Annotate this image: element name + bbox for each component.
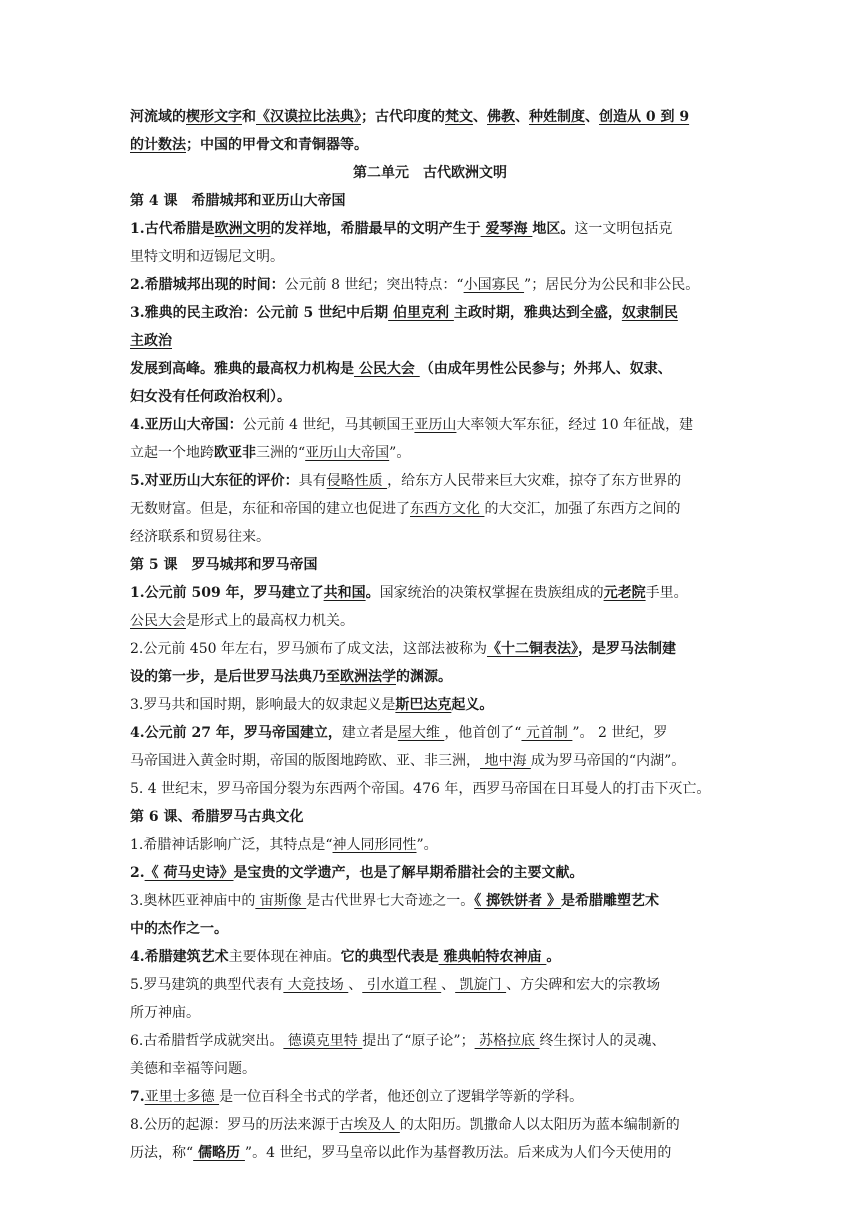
answer-fill: 亚历山 xyxy=(414,417,457,433)
answer-fill: 地中海 xyxy=(480,753,531,769)
text-segment: 大率领大军东征，经过 10 年征战，建 xyxy=(456,417,694,433)
text-line xyxy=(130,971,730,999)
text-line xyxy=(130,887,730,915)
text-line xyxy=(130,215,730,243)
answer-fill: 楔形文字 xyxy=(186,109,242,125)
text-segment: 第二单元 古代欧洲文明 xyxy=(353,165,507,181)
answer-fill: 苏格拉底 xyxy=(474,1033,540,1049)
text-segment: 提出了“原子论”； xyxy=(362,1033,475,1049)
text-line xyxy=(130,299,730,327)
text-line xyxy=(130,775,730,803)
unit-heading xyxy=(130,159,730,187)
answer-fill: 公民大会 xyxy=(130,613,186,629)
text-segment: 三洲的“ xyxy=(256,445,306,461)
text-line xyxy=(130,719,730,747)
text-segment: 的渊源。 xyxy=(396,669,452,685)
answer-fill: 凯旋门 xyxy=(455,977,507,993)
text-segment: 的太阳历。凯撒命人以太阳历为蓝本编制新的 xyxy=(399,1117,680,1133)
text-segment: 第 4 课 希腊城邦和亚历山大帝国 xyxy=(130,193,346,209)
text-segment: 是一位百科全书式的学者，他还创立了逻辑学等新的学科。 xyxy=(219,1089,584,1105)
answer-fill: 《 荷马史诗》 xyxy=(144,865,234,881)
text-segment: 国家统治的决策权掌握在贵族组成的 xyxy=(379,585,604,601)
text-segment: 、 xyxy=(515,109,529,125)
text-segment: ，他首创了“ xyxy=(444,725,522,741)
answer-fill: 雅典帕特农神庙 xyxy=(438,949,547,965)
text-line xyxy=(130,691,730,719)
answer-fill: 共和国 xyxy=(323,585,366,601)
text-segment: 4.亚历山大帝国： xyxy=(130,417,243,433)
text-line xyxy=(130,187,730,215)
text-segment: ”。 2 世纪，罗 xyxy=(572,725,668,741)
text-segment: 1.公元前 509 年，罗马建立了 xyxy=(130,585,324,601)
answer-fill: 梵文 xyxy=(445,109,473,125)
answer-fill: 德谟克里特 xyxy=(283,1033,363,1049)
text-segment: 地区。 xyxy=(532,221,575,237)
answer-fill: 元老院 xyxy=(603,585,646,601)
text-segment: 的发祥地，希腊最早的文明产生于 xyxy=(270,221,481,237)
text-segment: 、方尖碑和宏大的宗教场 xyxy=(506,977,661,993)
text-line xyxy=(130,271,730,299)
text-segment: 和 xyxy=(242,109,256,125)
text-segment: 5. 4 世纪末，罗马帝国分裂为东西两个帝国。476 年，西罗马帝国在日耳曼人的打击下灭亡。 xyxy=(130,781,711,797)
text-segment: 里特文明和迈锡尼文明。 xyxy=(130,249,284,265)
answer-fill: 屋大维 xyxy=(397,725,445,741)
text-segment: 1.希腊神话影响广泛，其特点是“ xyxy=(130,837,333,853)
answer-fill: 元首制 xyxy=(521,725,573,741)
text-segment: 手里。 xyxy=(645,585,688,601)
answer-fill: 的计数法 xyxy=(130,137,186,153)
text-segment: 7. xyxy=(130,1089,145,1105)
text-segment: 妇女没有任何政治权利）。 xyxy=(130,389,291,405)
text-line xyxy=(130,1027,730,1055)
text-segment: 是希腊雕塑艺术 xyxy=(561,893,660,909)
text-line xyxy=(130,1139,730,1167)
text-line xyxy=(130,915,730,943)
answer-fill: 奴隶制民 xyxy=(621,305,678,321)
text-segment: ，是罗马法制建 xyxy=(577,641,676,657)
answer-fill: 欧洲文明 xyxy=(214,221,271,237)
text-line xyxy=(130,859,730,887)
text-line xyxy=(130,551,730,579)
text-segment: 、 xyxy=(473,109,487,125)
answer-fill: 亚里士多德 xyxy=(144,1089,220,1105)
text-segment: 1.古代希腊是 xyxy=(130,221,215,237)
text-segment: 第 5 课 罗马城邦和罗马帝国 xyxy=(130,557,318,573)
answer-fill: 公民大会 xyxy=(354,361,420,377)
text-segment: ；古代印度的 xyxy=(361,109,445,125)
text-line xyxy=(130,1083,730,1111)
text-segment: 。 xyxy=(546,949,561,965)
text-line xyxy=(130,131,730,159)
text-segment: 是形式上的最高权力机关。 xyxy=(186,613,354,629)
answer-fill: 东西方文化 xyxy=(410,501,485,517)
text-segment: 立起一个地跨 xyxy=(130,445,214,461)
answer-fill: 侵略性质 xyxy=(326,473,388,489)
text-line xyxy=(130,1111,730,1139)
text-line xyxy=(130,607,730,635)
text-line xyxy=(130,635,730,663)
answer-fill: 主政治 xyxy=(130,333,172,349)
text-segment: 3.奥林匹亚神庙中的 xyxy=(130,893,256,909)
answer-fill: 创造从 0 到 9 xyxy=(599,109,690,125)
text-segment: 这一文明包括克 xyxy=(574,221,673,237)
answer-fill: 佛教 xyxy=(487,109,515,125)
text-line xyxy=(130,243,730,271)
text-segment: 无数财富。但是，东征和帝国的建立也促进了 xyxy=(130,501,410,517)
text-segment: 公元前 8 世纪；突出特点：“ xyxy=(284,277,464,293)
text-segment: 。 xyxy=(365,585,380,601)
text-segment: 是古代世界七大奇迹之一。 xyxy=(306,893,475,909)
text-segment: 、 xyxy=(585,109,599,125)
text-line xyxy=(130,943,730,971)
answer-fill: 宙斯像 xyxy=(255,893,307,909)
answer-fill: 爱琴海 xyxy=(480,221,533,237)
text-segment: （由成年男性公民参与；外邦人、奴隶、 xyxy=(419,361,672,377)
text-segment: 欧亚非 xyxy=(214,445,256,461)
text-segment: 3.雅典的民主政治：公元前 5 世纪中后期 xyxy=(130,305,389,321)
answer-fill: 亚历山大帝国 xyxy=(305,445,390,461)
text-line xyxy=(130,327,730,355)
text-segment: 河流域的 xyxy=(130,109,186,125)
answer-fill: 《 掷铁饼者 》 xyxy=(474,893,562,909)
text-segment: 3.罗马共和国时期，影响最大的奴隶起义是 xyxy=(130,697,396,713)
text-segment: 2. xyxy=(130,865,145,881)
text-segment: 它的典型代表是 xyxy=(340,949,439,965)
text-segment: 8.公历的起源：罗马的历法来源于 xyxy=(130,1117,340,1133)
text-segment: 公元前 4 世纪，马其顿国王 xyxy=(242,417,415,433)
text-segment: 所万神庙。 xyxy=(130,1005,200,1021)
answer-fill: 大竞技场 xyxy=(283,977,349,993)
text-segment: 历法，称“ xyxy=(130,1145,194,1161)
text-line xyxy=(130,467,730,495)
text-segment: 起义。 xyxy=(451,697,494,713)
answer-fill: 神人同形同性 xyxy=(332,837,417,853)
text-line xyxy=(130,103,730,131)
text-line xyxy=(130,579,730,607)
text-line xyxy=(130,355,730,383)
document-page xyxy=(130,103,730,1167)
text-segment: 2.公元前 450 年左右，罗马颁布了成文法，这部法被称为 xyxy=(130,641,487,657)
text-segment: 4.公元前 27 年，罗马帝国建立， xyxy=(130,725,342,741)
text-segment: 中的杰作之一。 xyxy=(130,921,228,937)
text-segment: 5.罗马建筑的典型代表有 xyxy=(130,977,284,993)
text-segment: 终生探讨人的灵魂、 xyxy=(539,1033,666,1049)
text-segment: 是宝贵的文学遗产，也是了解早期希腊社会的主要文献。 xyxy=(233,865,584,881)
text-segment: ；中国的甲骨文和青铜器等。 xyxy=(186,137,368,153)
text-segment: 设的第一步，是后世罗马法典乃至 xyxy=(130,669,340,685)
text-segment: 美德和幸福等问题。 xyxy=(130,1061,256,1077)
text-segment: 主要体现在神庙。 xyxy=(228,949,341,965)
text-segment: 马帝国进入黄金时期，帝国的版图地跨欧、亚、非三洲， xyxy=(130,753,480,769)
text-segment: 经济联系和贸易往来。 xyxy=(130,529,270,545)
answer-fill: 引水道工程 xyxy=(362,977,442,993)
text-segment: ”。 xyxy=(389,445,411,461)
answer-fill: 《汉谟拉比法典》 xyxy=(256,109,361,125)
text-segment: 主政时期，雅典达到全盛， xyxy=(453,305,622,321)
answer-fill: 种姓制度 xyxy=(529,109,585,125)
answer-fill: 欧洲法学 xyxy=(340,669,396,685)
text-line xyxy=(130,831,730,859)
text-line xyxy=(130,383,730,411)
text-line xyxy=(130,663,730,691)
text-line xyxy=(130,803,730,831)
text-segment: ”。4 世纪，罗马皇帝以此作为基督教历法。后来成为人们今天使用的 xyxy=(244,1145,672,1161)
text-segment: 、 xyxy=(348,977,363,993)
text-segment: ，给东方人民带来巨大灾难，掠夺了东方世界的 xyxy=(387,473,682,489)
text-segment: 2.希腊城邦出现的时间： xyxy=(130,277,285,293)
text-segment: 建立者是 xyxy=(341,725,398,741)
answer-fill: 小国寡民 xyxy=(463,277,525,293)
text-segment: 6.古希腊哲学成就突出。 xyxy=(130,1033,284,1049)
text-segment: 4.希腊建筑艺术 xyxy=(130,949,229,965)
text-segment: 发展到高峰。雅典的最高权力机构是 xyxy=(130,361,354,377)
answer-fill: 古埃及人 xyxy=(339,1117,400,1133)
answer-fill: 《十二铜表法》 xyxy=(486,641,578,657)
text-line xyxy=(130,999,730,1027)
text-segment: ”。 xyxy=(416,837,438,853)
text-segment: 5.对亚历山大东征的评价： xyxy=(130,473,299,489)
text-segment: 的大交汇，加强了东西方之间的 xyxy=(484,501,681,517)
text-line xyxy=(130,523,730,551)
text-line xyxy=(130,411,730,439)
text-segment: 、 xyxy=(441,977,456,993)
text-segment: ”；居民分为公民和非公民。 xyxy=(524,277,700,293)
answer-fill: 儒略历 xyxy=(193,1145,245,1161)
text-line xyxy=(130,495,730,523)
text-segment: 成为罗马帝国的“内湖”。 xyxy=(530,753,686,769)
text-line xyxy=(130,747,730,775)
answer-fill: 斯巴达克 xyxy=(395,697,452,713)
text-line xyxy=(130,1055,730,1083)
text-segment: 第 6 课、希腊罗马古典文化 xyxy=(130,809,304,825)
text-line xyxy=(130,439,730,467)
text-segment: 具有 xyxy=(298,473,327,489)
answer-fill: 伯里克利 xyxy=(388,305,454,321)
